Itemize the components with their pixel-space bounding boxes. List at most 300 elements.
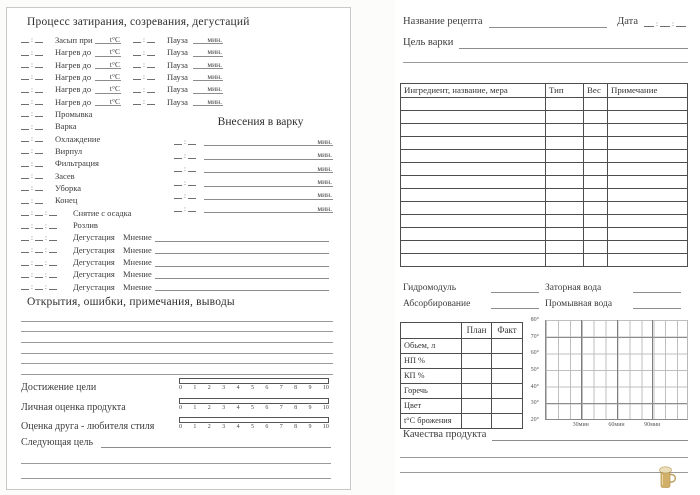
note-line xyxy=(21,322,333,333)
minutes-unit: мин. xyxy=(317,177,332,187)
scale-tick: 3 xyxy=(222,385,226,391)
ingredient-type-cell xyxy=(546,136,584,149)
scale-tick: 2 xyxy=(207,385,211,391)
scale-tick: 4 xyxy=(236,404,240,411)
scale-tick: 0 xyxy=(179,404,182,411)
datetime-blank: : : xyxy=(21,247,65,254)
datetime-blank: : : xyxy=(21,235,65,242)
temp-chart-grid xyxy=(545,320,688,420)
ingredients-header-weight: Вес xyxy=(584,84,608,97)
quality-row xyxy=(403,430,688,441)
time-blank: : xyxy=(133,50,159,57)
pause-blank xyxy=(193,35,223,44)
step-label: Нагрев до xyxy=(55,96,92,107)
step-label: Засып при xyxy=(55,34,93,45)
brew-goal-blank xyxy=(459,40,688,49)
ingredient-name-cell xyxy=(401,240,546,253)
ingredient-note-cell xyxy=(608,123,687,136)
temp-unit: t°C xyxy=(109,84,120,94)
scale-tick: 6 xyxy=(265,404,269,411)
scale-tick: 0 xyxy=(179,385,182,391)
pause-blank xyxy=(193,85,223,94)
ingredient-note-cell xyxy=(608,227,687,240)
time-blank: : xyxy=(21,161,47,168)
param-plan-cell xyxy=(462,398,492,413)
scale-tick: 8 xyxy=(294,424,298,431)
time-blank: : xyxy=(21,173,47,180)
ingredient-type-cell xyxy=(546,240,584,253)
step-label: Нагрев до xyxy=(55,47,92,58)
chart-y-label: 50° xyxy=(530,366,539,373)
scale-tick: 1 xyxy=(193,424,197,431)
water-params-section xyxy=(403,277,688,309)
quality-label: Качества продукта xyxy=(403,429,487,440)
scale-tick: 10 xyxy=(322,424,329,431)
minutes-unit: мин. xyxy=(317,190,332,200)
scale-tick: 3 xyxy=(222,404,226,411)
param-plan-cell xyxy=(462,368,492,383)
time-blank: : xyxy=(174,193,200,200)
chart-y-label: 40° xyxy=(530,383,539,390)
param-label-cell: t°C брожения xyxy=(401,413,462,428)
ingredient-weight-cell xyxy=(584,175,608,188)
recipe-name-row xyxy=(403,17,688,28)
param-plan-cell xyxy=(462,338,492,353)
rating-label: Достижение цели xyxy=(21,382,97,393)
time-blank: : xyxy=(174,139,200,146)
opinion-label: Мнение xyxy=(123,257,152,268)
ingredient-name-cell xyxy=(401,149,546,162)
temp-unit: t°C xyxy=(109,71,120,81)
addition-blank xyxy=(204,191,333,200)
param-plan-cell xyxy=(462,413,492,428)
temp-unit: t°C xyxy=(109,59,120,69)
rating-scale xyxy=(179,417,329,430)
pause-unit: мин. xyxy=(207,59,222,69)
next-goal-section xyxy=(21,436,331,479)
ingredient-weight-cell xyxy=(584,227,608,240)
step-label: Нагрев до xyxy=(55,59,92,70)
scale-tick: 0 xyxy=(179,424,182,431)
param-label-cell: Цвет xyxy=(401,398,462,413)
tasting-label: Дегустация xyxy=(73,281,115,292)
ingredients-header-name: Ингредиент, название, мера xyxy=(401,84,546,97)
ingredients-header-note: Примечание xyxy=(611,85,658,95)
step-label: Вирпул xyxy=(55,145,83,156)
ingredient-note-cell xyxy=(608,110,687,123)
addition-rows xyxy=(174,133,333,213)
step-label: Розлив xyxy=(73,220,98,230)
next-goal-label: Следующая цель xyxy=(21,437,94,448)
ingredient-weight-cell xyxy=(584,136,608,149)
opinion-blank xyxy=(155,258,329,267)
ingredient-note-cell xyxy=(608,97,687,110)
ingredient-note-cell xyxy=(608,149,687,162)
pause-unit: мин. xyxy=(207,84,222,94)
pause-blank xyxy=(193,97,223,106)
param-label-cell: НП % xyxy=(401,353,462,368)
ingredient-weight-cell xyxy=(584,149,608,162)
time-blank: : xyxy=(21,136,47,143)
ingredient-name-cell xyxy=(401,227,546,240)
time-blank: : xyxy=(133,99,159,106)
ingredient-weight-cell xyxy=(584,97,608,110)
ingredient-note-cell xyxy=(608,162,687,175)
notes-title: Открытия, ошибки, примечания, выводы xyxy=(27,296,235,308)
chart-x-axis-labels xyxy=(545,422,688,430)
opinion-label: Мнение xyxy=(123,281,152,292)
step-label: Охлаждение xyxy=(55,133,101,144)
ingredient-name-cell xyxy=(401,188,546,201)
plan-fact-table xyxy=(400,322,523,429)
addition-row xyxy=(174,173,333,186)
pause-label: Пауза xyxy=(167,96,188,107)
minutes-unit: мин. xyxy=(317,136,332,146)
ingredient-name-cell xyxy=(401,253,546,266)
step-label: Снятие с осадка xyxy=(73,207,132,218)
pause-unit: мин. xyxy=(207,71,222,81)
next-goal-blank xyxy=(101,439,331,448)
scale-tick: 5 xyxy=(250,404,254,411)
brew-goal-label: Цель варки xyxy=(403,37,454,48)
ingredient-type-cell xyxy=(546,253,584,266)
pause-label: Пауза xyxy=(167,71,188,82)
chart-y-label: 80° xyxy=(530,317,539,323)
scale-tick: 4 xyxy=(236,385,240,391)
chart-x-label: 90мин xyxy=(644,422,661,428)
brew-goal-line xyxy=(403,52,688,63)
pause-unit: мин. xyxy=(207,47,222,57)
pause-blank xyxy=(193,48,223,57)
pause-blank xyxy=(193,72,223,81)
ingredient-type-cell xyxy=(546,97,584,110)
tasting-label: Дегустация xyxy=(73,269,115,280)
kettle-additions-title: Внесения в варку xyxy=(217,116,304,128)
step-label: Нагрев до xyxy=(55,84,92,95)
quality-lines xyxy=(400,442,688,473)
note-line xyxy=(21,343,333,354)
addition-row xyxy=(174,133,333,146)
ingredient-type-cell xyxy=(546,214,584,227)
time-blank: : xyxy=(21,124,47,131)
tasting-row xyxy=(21,267,329,279)
chart-x-label: 30мин xyxy=(572,422,589,428)
temperature-blank xyxy=(95,35,121,44)
note-line xyxy=(21,332,333,343)
ingredient-type-cell xyxy=(546,175,584,188)
scale-tick: 9 xyxy=(308,424,312,431)
note-line xyxy=(21,364,333,375)
scale-box xyxy=(179,398,329,404)
scale-box xyxy=(179,378,329,384)
ingredient-weight-cell xyxy=(584,201,608,214)
opinion-label: Мнение xyxy=(123,269,152,280)
param-label-cell: Обьем, л xyxy=(401,338,462,353)
pause-label: Пауза xyxy=(167,34,188,45)
scale-tick: 9 xyxy=(308,404,312,411)
quality-line xyxy=(400,458,688,474)
tasting-label: Дегустация xyxy=(73,257,115,268)
ingredient-type-cell xyxy=(546,201,584,214)
scale-ticks xyxy=(179,385,329,391)
pause-unit: мин. xyxy=(207,34,222,44)
scale-ticks xyxy=(179,424,329,430)
param-label-cell: КП % xyxy=(401,368,462,383)
chart-gridline xyxy=(546,337,687,338)
ingredient-type-cell xyxy=(546,110,584,123)
water-params-row xyxy=(403,277,688,293)
scale-tick: 7 xyxy=(279,424,283,431)
plan-fact-corner-cell xyxy=(401,323,462,338)
chart-y-label: 60° xyxy=(530,350,539,357)
ingredient-note-cell xyxy=(608,175,687,188)
scale-tick: 3 xyxy=(222,424,226,431)
ingredient-note-cell xyxy=(608,214,687,227)
ingredient-type-cell xyxy=(546,149,584,162)
next-goal-line xyxy=(21,448,331,464)
step-label: Уборка xyxy=(55,182,82,193)
ingredient-weight-cell xyxy=(584,188,608,201)
time-blank: : xyxy=(174,180,200,187)
ingredient-weight-cell xyxy=(584,110,608,123)
water-params-row xyxy=(403,293,688,309)
opinion-label: Мнение xyxy=(123,232,152,243)
temp-unit: t°C xyxy=(109,34,120,44)
scale-tick: 10 xyxy=(322,385,329,391)
next-goal-line xyxy=(21,464,331,480)
addition-blank xyxy=(204,164,333,173)
scale-tick: 5 xyxy=(250,424,254,431)
tasting-row xyxy=(21,242,329,254)
kettle-additions-section xyxy=(174,116,333,213)
pause-label: Пауза xyxy=(167,47,188,58)
ingredient-weight-cell xyxy=(584,214,608,227)
scale-tick: 7 xyxy=(279,404,283,411)
addition-blank xyxy=(204,151,333,160)
ingredient-name-cell xyxy=(401,201,546,214)
ingredient-name-cell xyxy=(401,110,546,123)
temp-step-row xyxy=(21,57,329,69)
scale-tick: 1 xyxy=(193,404,197,411)
left-page xyxy=(6,7,351,490)
param-plan-cell xyxy=(462,353,492,368)
scale-ticks xyxy=(179,405,329,411)
ingredient-type-cell xyxy=(546,123,584,136)
step-label: Варка xyxy=(55,121,77,132)
absorption-blank xyxy=(491,300,539,309)
tasting-row xyxy=(21,230,329,242)
plan-header: План xyxy=(462,323,492,338)
tasting-rows xyxy=(21,230,329,292)
temp-step-rows xyxy=(21,32,329,106)
addition-row xyxy=(174,187,333,200)
absorption-label: Абсорбирование xyxy=(403,298,471,309)
ingredient-weight-cell xyxy=(584,240,608,253)
time-blank: : xyxy=(174,153,200,160)
ingredient-type-cell xyxy=(546,188,584,201)
step-label: Конец xyxy=(55,195,78,206)
pause-label: Пауза xyxy=(167,84,188,95)
addition-row xyxy=(174,160,333,173)
minutes-unit: мин. xyxy=(317,163,332,173)
minutes-unit: мин. xyxy=(317,150,332,160)
tasting-row xyxy=(21,254,329,266)
step-label: Фильтрация xyxy=(55,158,99,169)
ingredient-note-cell xyxy=(608,253,687,266)
chart-y-label: 70° xyxy=(530,333,539,340)
brew-goal-row xyxy=(403,38,688,49)
rating-row xyxy=(21,416,331,436)
opinion-blank xyxy=(155,270,329,279)
fact-header: Факт xyxy=(497,325,517,335)
ingredient-type-cell xyxy=(546,227,584,240)
scale-tick: 7 xyxy=(279,385,283,391)
temperature-blank xyxy=(95,60,121,69)
datetime-blank: : : xyxy=(21,210,65,217)
time-blank: : xyxy=(21,148,47,155)
process-title: Процесс затирания, созревания, дегустаций xyxy=(27,16,250,28)
tasting-label: Дегустация xyxy=(73,232,115,243)
hydromodule-label: Гидромодуль xyxy=(403,282,457,293)
scale-tick: 9 xyxy=(308,385,312,391)
addition-blank xyxy=(204,204,333,213)
step-label: Засев xyxy=(55,170,75,181)
ingredient-weight-cell xyxy=(584,253,608,266)
param-plan-cell xyxy=(462,383,492,398)
temp-step-row xyxy=(21,44,329,56)
opinion-label: Мнение xyxy=(123,244,152,255)
scale-tick: 4 xyxy=(236,424,240,431)
note-line xyxy=(21,354,333,365)
time-blank: : xyxy=(21,37,47,44)
notes-lines xyxy=(21,311,333,375)
mash-water-blank xyxy=(633,284,681,293)
opinion-blank xyxy=(155,282,329,291)
recipe-name-blank xyxy=(489,19,607,28)
temperature-blank xyxy=(95,72,121,81)
scale-tick: 2 xyxy=(207,404,211,411)
datetime-blank: : : xyxy=(21,260,65,267)
ingredient-note-cell xyxy=(608,188,687,201)
scale-tick: 10 xyxy=(322,404,329,411)
note-line xyxy=(21,311,333,322)
temp-step-row xyxy=(21,81,329,93)
ingredient-name-cell xyxy=(401,162,546,175)
ingredient-note-cell xyxy=(608,136,687,149)
time-blank: : xyxy=(21,111,47,118)
scale-tick: 2 xyxy=(207,424,211,431)
hydromodule-blank xyxy=(491,284,539,293)
datetime-blank: : : xyxy=(21,284,65,291)
chart-y-label: 30° xyxy=(530,400,539,407)
tasting-label: Дегустация xyxy=(73,244,115,255)
chart-y-label: 20° xyxy=(530,416,539,423)
ingredient-name-cell xyxy=(401,97,546,110)
sparge-water-label: Промывная вода xyxy=(545,298,613,309)
ingredient-name-cell xyxy=(401,175,546,188)
next-goal-lines xyxy=(21,448,331,479)
rating-label: Оценка друга - любителя стиля xyxy=(21,421,155,433)
time-blank: : xyxy=(21,198,47,205)
right-page xyxy=(395,0,700,495)
ingredient-name-cell xyxy=(401,136,546,149)
rating-scale xyxy=(179,378,329,391)
chart-gridline xyxy=(546,403,687,404)
chart-x-label: 60мин xyxy=(608,422,625,428)
triple-step-row xyxy=(21,217,329,229)
recipe-name-label: Название рецепта xyxy=(403,16,483,27)
time-blank: : xyxy=(133,62,159,69)
quality-line xyxy=(400,442,688,458)
ingredient-note-cell xyxy=(608,240,687,253)
time-blank: : xyxy=(21,99,47,106)
scale-tick: 8 xyxy=(294,385,298,391)
ingredient-name-cell xyxy=(401,214,546,227)
ingredient-type-cell xyxy=(546,162,584,175)
date-blank: : : xyxy=(644,21,688,28)
scale-tick: 5 xyxy=(250,385,254,391)
time-blank: : xyxy=(21,185,47,192)
step-label: Нагрев до xyxy=(55,71,92,82)
tasting-row xyxy=(21,279,329,291)
param-label-cell: Горечь xyxy=(401,383,462,398)
opinion-blank xyxy=(155,233,329,242)
scale-box xyxy=(179,417,329,423)
time-blank: : xyxy=(21,87,47,94)
ingredient-note-cell xyxy=(608,201,687,214)
rating-label: Личная оценка продукта xyxy=(21,401,126,413)
datetime-blank: : : xyxy=(21,223,65,230)
time-blank: : xyxy=(133,87,159,94)
temp-unit: t°C xyxy=(109,96,120,106)
time-blank: : xyxy=(174,166,200,173)
quality-blank xyxy=(492,432,688,441)
ingredient-name-cell xyxy=(401,123,546,136)
step-label: Промывка xyxy=(55,108,93,119)
addition-row xyxy=(174,200,333,213)
minutes-unit: мин. xyxy=(317,203,332,213)
date-label: Дата xyxy=(617,16,638,27)
datetime-blank: : : xyxy=(21,272,65,279)
mash-water-label: Заторная вода xyxy=(545,282,602,293)
temperature-blank xyxy=(95,97,121,106)
rating-row xyxy=(21,397,331,417)
addition-blank xyxy=(204,178,333,187)
scale-tick: 6 xyxy=(265,424,269,431)
ingredient-weight-cell xyxy=(584,123,608,136)
temp-step-row xyxy=(21,69,329,81)
beer-mug-logo xyxy=(657,464,677,489)
scale-tick: 1 xyxy=(193,385,197,391)
scale-tick: 6 xyxy=(265,385,269,391)
pause-label: Пауза xyxy=(167,59,188,70)
pause-unit: мин. xyxy=(207,96,222,106)
ingredient-weight-cell xyxy=(584,162,608,175)
ingredients-header-type: Тип xyxy=(546,84,584,97)
rating-scale xyxy=(179,398,329,411)
time-blank: : xyxy=(133,37,159,44)
temperature-blank xyxy=(95,85,121,94)
temperature-blank xyxy=(95,48,121,57)
time-blank: : xyxy=(21,74,47,81)
scale-tick: 8 xyxy=(294,404,298,411)
addition-blank xyxy=(204,137,333,146)
time-blank: : xyxy=(133,74,159,81)
chart-y-axis-labels xyxy=(511,317,539,423)
sparge-water-blank xyxy=(633,300,681,309)
temp-step-row xyxy=(21,94,329,106)
temp-step-row xyxy=(21,32,329,44)
